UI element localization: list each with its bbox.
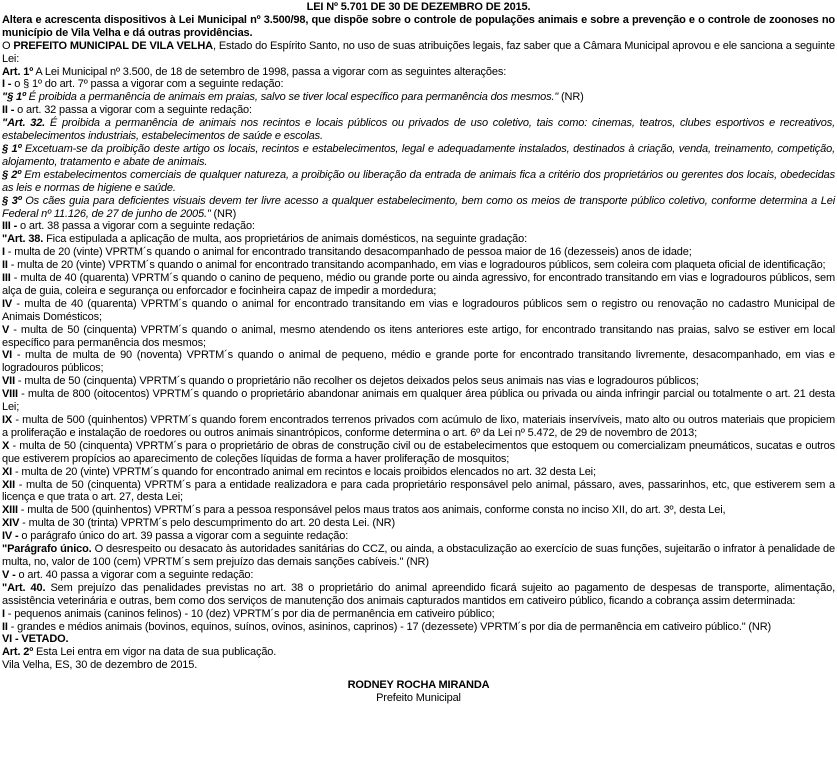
clause-I [2,78,835,91]
text-run-emphasis: XIV [2,517,20,530]
text-run: , Estado do Espírito Santo, no uso de suas atribuições legais, faz saber que a Câmara Municipal aprovou e ele sanciona a seguinte Lei: [2,39,835,65]
law-title [2,1,835,14]
text-run-emphasis: V [2,323,10,336]
text-run-emphasis: Altera e acrescenta dispositivos à Lei Municipal nº 3.500/98, que dispõe sobre o controle de populações animais e sobre a prevenção e o controle de zoonoses no município de Vila Velha e dá outras providências. [2,13,835,39]
text-run-emphasis: § 2º [2,168,22,181]
art-38-item-X [2,440,835,466]
text-run: - multa de 40 (quarenta) VPRTM´s quando o animal for encontrado transitando em vias e logradouros públicos sem o registro ou renovação no cadastro Municipal de Animais Domésticos; [2,297,835,323]
text-run-emphasis: II - [2,104,15,117]
text-run: o § 1º do art. 7º passa a vigorar com a seguinte redação: [11,78,284,91]
text-run: - pequenos animais (caninos felinos) - 10 (dez) VPRTM´s por dia de permanência em cativeiro público; [4,607,495,620]
quote-par-1-art-7 [2,91,835,104]
art-38-item-XII [2,479,835,505]
law-summary [2,14,835,40]
text-run-emphasis: VIII [2,388,18,401]
text-run-emphasis: Excetuam-se da proibição deste artigo os locais, recintos e estabelecimentos, legal e adequadamente instalados, destinados à criação, venda, treinamento, competição, alojamento, tratamento e abate de animais. [2,142,835,168]
text-run: Prefeito Municipal [376,692,461,705]
preamble [2,40,835,66]
text-run: Vila Velha, ES, 30 de dezembro de 2015. [2,659,198,672]
art-38-item-XIV [2,517,835,530]
text-run: Sem prejuízo das penalidades previstas no art. 38 o proprietário do animal apreendido ficará sujeito ao pagamento de despesas de transporte, alimentação, assistência veterinária e outras, bem como dos serviços de manutenção dos animais capturados mantidos em cativeiro público, ficando a cobrança assim determinada: [2,581,835,607]
text-run: - multa de 50 (cinquenta) VPRTM´s para a entidade realizadora e para cada proprietário responsável pelo animal, pássaro, aves, passarinhos, etc, que estiverem sem a licença e que trata o art. 27, desta Lei; [2,478,835,504]
text-run-emphasis: II [2,259,8,272]
text-run-emphasis: XI [2,465,13,478]
text-run: - multa de 30 (trinta) VPRTM´s pelo descumprimento do art. 20 desta Lei. (NR) [19,517,395,530]
text-run-emphasis: "Art. 38. [2,233,44,246]
text-run: Fica estipulada a aplicação de multa, aos proprietários de animais domésticos, na seguinte gradação: [43,233,527,246]
text-run: - multa de 800 (oitocentos) VPRTM´s quando o proprietário abandonar animais em qualquer área pública ou privada ou ainda infringir parcial ou totalmente o art. 21 desta Lei; [2,388,835,414]
text-run-emphasis: É proibida a permanência de animais nos recintos e locais públicos ou privados de uso coletivo, tais como: cinemas, teatros, clubes esportivos e recreativos, estabelecimentos industriais, estabelecimentos de saúde e escolas. [2,117,835,143]
art-38-item-IV [2,298,835,324]
clause-III [2,220,835,233]
art-38-item-VI [2,349,835,375]
text-run-emphasis: I - [2,78,12,91]
text-run-emphasis: IV - [2,530,19,543]
art-38-item-IX [2,414,835,440]
text-run-emphasis: § 3º [2,194,22,207]
clause-IV [2,530,835,543]
text-run: - multa de 20 (vinte) VPRTM´s quando o animal for encontrado transitando acompanhado, em vias e logradouros públicos, sem coleira com plaqueta oficial de identificação; [7,259,826,272]
text-run: O [2,39,14,52]
text-run: A Lei Municipal nº 3.500, de 18 de setembro de 1998, passa a vigorar com as seguintes alterações: [33,65,507,78]
text-run: O desrespeito ou desacato às autoridades sanitárias do CCZ, ou ainda, a obstaculização ao exercício de suas funções, sujeitarão o infrator à penalidade de multa, no, valor de 100 (cem) VPRTM´s sem prejuízo das demais sanções cabíveis." (NR) [2,543,835,568]
art-38-item-XI [2,466,835,479]
par-3-art-32 [2,195,835,221]
text-run: - multa de 50 (cinquenta) VPRTM´s quando o proprietário não recolher os dejetos deixados pelos seus animais nas vias e logradouros públicos; [15,375,699,388]
text-run-emphasis: Em estabelecimentos comerciais de qualquer natureza, a proibição ou liberação da entrada de animais fica a critério dos proprietários ou gerentes dos locais, obedecidas as leis e normas de higiene e saúde. [2,168,835,194]
art-38-item-XIII [2,504,835,517]
text-run: - multa de 40 (quarenta) VPRTM´s quando o canino de pequeno, médio ou grande porte ou ainda agressivo, for encontrado transitando em vias e logradouros públicos, sem alça de guia, coleira e segurança ou enforcador e focinheira capaz de impedir a mordedura; [2,272,835,297]
text-run-emphasis: Art. 1º [2,65,34,78]
text-run-emphasis: III [2,272,11,285]
text-run-emphasis: "§ 1º [2,91,26,104]
par-2-art-32 [2,169,835,195]
text-run-emphasis: I [2,246,5,259]
text-run: o art. 38 passa a vigorar com a seguinte redação: [17,220,255,233]
text-run-emphasis: VII [2,375,15,388]
text-run-emphasis: VI [2,349,13,362]
text-run-emphasis: Os cães guia para deficientes visuais devem ter livre acesso a qualquer estabelecimento, bem como os meios de transporte público coletivo, conforme determina a Lei Federal nº 11.126, de 27 de junho de 2005." [2,194,835,220]
art-38-item-VIII [2,388,835,414]
art-40-item-I [2,608,835,621]
quote-art-32 [2,117,835,143]
art-2 [2,646,835,659]
text-run: - multa de 500 (quinhentos) VPRTM´s para a pessoa responsável pelos maus tratos aos animais, conforme consta no inciso XII, do art. 3º, desta Lei, [17,504,726,517]
clause-VI-vetado [2,633,835,646]
art-1 [2,66,835,79]
text-run-emphasis: XII [2,478,15,491]
text-run-emphasis: XIII [2,504,18,517]
text-run-emphasis: V - [2,568,16,581]
place-date [2,659,835,672]
art-38-item-I [2,246,835,259]
text-run: - multa de 50 (cinquenta) VPRTM´s para o proprietário de obras de construção civil ou de estabelecimentos que estoquem ou comercializam pneumáticos, sucatas e outros que estiverem propícios ao aparecimento de coleções líquidas de forma a haver proliferação de mosquitos; [2,439,835,465]
text-run: o parágrafo único do art. 39 passa a vigorar com a seguinte redação: [18,530,349,543]
text-run-emphasis: III - [2,220,18,233]
text-run: o art. 32 passa a vigorar com a seguinte redação: [14,104,252,117]
text-run-emphasis: I [2,607,5,620]
text-run: (NR) [558,91,584,104]
text-run: Esta Lei entra em vigor na data de sua publicação. [33,646,277,659]
text-run: (NR) [210,207,237,220]
signature-role [2,692,835,705]
text-run-emphasis: É proibida a permanência de animais em praias, salvo se tiver local específico para permanência dos mesmos." [25,91,559,104]
quote-art-40 [2,582,835,608]
text-run-emphasis: X [2,439,10,452]
text-run-emphasis: IV [2,297,13,310]
signature-name [2,679,835,692]
text-run-emphasis: IX [2,414,13,426]
text-run: o art. 40 passa a vigorar com a seguinte redação: [15,568,254,581]
quote-paragrafo-unico-art-39 [2,543,835,569]
art-38-item-III [2,272,835,298]
text-run: - multa de 20 (vinte) VPRTM´s quando o animal for encontrado transitando desacompanhado de pessoa maior de 16 (dezesseis) anos de idade; [4,246,692,259]
text-run-emphasis: § 1º [2,142,22,155]
text-run-emphasis: PREFEITO MUNICIPAL DE VILA VELHA [13,39,213,52]
art-40-item-II [2,621,835,634]
text-run-emphasis: LEI Nº 5.701 DE 30 DE DEZEMBRO DE 2015. [306,1,531,13]
quote-art-38 [2,233,835,246]
clause-II [2,104,835,117]
text-run: - multa de 500 (quinhentos) VPRTM´s quando forem encontrados terrenos privados com acúmulo de lixo, materiais inservíveis, mato alto ou outros materiais que propiciem a proliferação e instalação de roedores ou outros animais sinantrópicos, conforme determina o art. 6º da Lei nº 5.472, de 29 de novembro de 2013; [2,414,835,439]
text-run: - multa de 20 (vinte) VPRTM´s quando for encontrado animal em recintos e locais proibidos elencados no art. 32 desta Lei; [12,465,596,478]
text-run-emphasis: II [2,620,8,633]
text-run-emphasis: RODNEY ROCHA MIRANDA [347,679,490,692]
text-run: - multa de 50 (cinquenta) VPRTM´s quando o animal, mesmo atendendo os itens anteriores este artigo, for encontrado transitando nas praias, salvo se estiver em local específico para permanência dos mesmos; [2,323,835,349]
art-38-item-VII [2,375,835,388]
text-run-emphasis: "Parágrafo único. [2,543,92,556]
text-run: - grandes e médios animais (bovinos, equinos, suínos, ovinos, asininos, caprinos) - 17 (dezessete) VPRTM´s por dia de permanência em cativeiro público." (NR) [7,620,772,633]
text-run: - multa de multa de 90 (noventa) VPRTM´s quando o animal de pequeno, médio e grande porte for encontrado transitando livremente, desacompanhado, em vias e logradouros públicos; [2,349,835,375]
clause-V [2,569,835,582]
text-run-emphasis: Art. 2º [2,646,34,659]
par-1-art-32 [2,143,835,169]
text-run-emphasis: "Art. 32. [2,117,46,130]
art-38-item-II [2,259,835,272]
text-run-emphasis: "Art. 40. [2,581,46,594]
art-38-item-V [2,324,835,350]
text-run-emphasis: VI - VETADO. [2,633,69,646]
